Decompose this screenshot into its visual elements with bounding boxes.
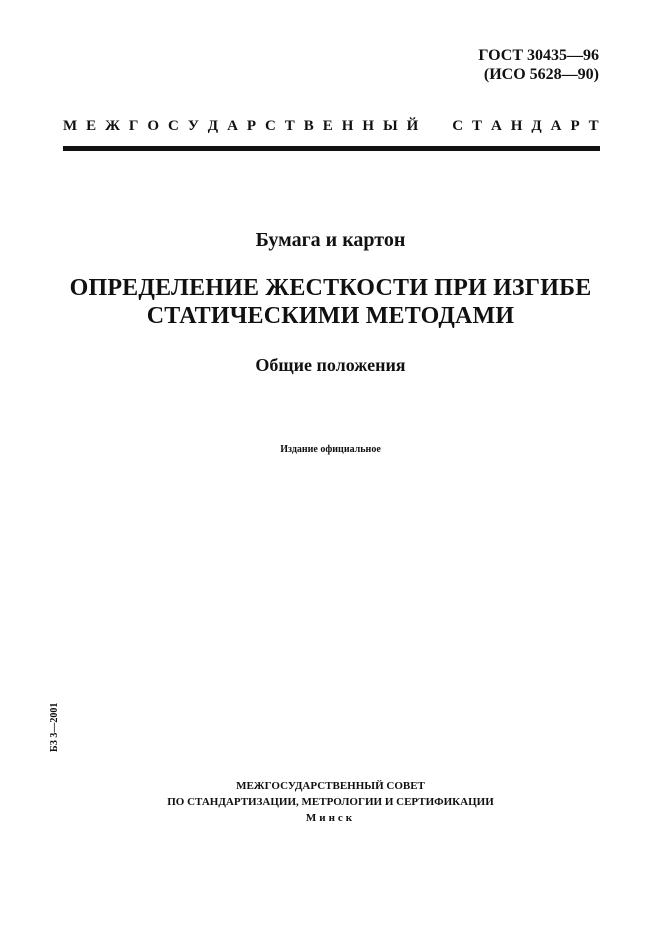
iso-number: (ИСО 5628—90) — [483, 66, 599, 83]
gost-number: ГОСТ 30435—96 — [478, 47, 599, 64]
heading-letter: У — [187, 118, 199, 134]
heading-letter: С — [168, 118, 179, 134]
heading-letter: Н — [341, 118, 354, 134]
heading-letter: Г — [128, 118, 139, 134]
heading-letter: Р — [570, 118, 580, 134]
heading-letter: Н — [362, 118, 374, 134]
heading-letter: Р — [246, 118, 257, 134]
heading-letter: Т — [284, 118, 295, 134]
heading-letter: В — [303, 118, 314, 134]
document-subtitle: Общие положения — [255, 355, 406, 375]
heading-letter: С — [452, 118, 464, 134]
publisher-line-2: ПО СТАНДАРТИЗАЦИИ, МЕТРОЛОГИИ И СЕРТИФИКАЦИИ — [167, 796, 494, 808]
heading-letter: А — [490, 118, 502, 134]
heading-letter: Д — [207, 118, 219, 134]
side-catalog-note: БЗ 3—2001 — [49, 702, 60, 752]
heading-letter: Ж — [105, 118, 120, 134]
title-line-2: СТАТИЧЕСКИМИ МЕТОДАМИ — [146, 303, 515, 329]
heading-letter: М — [63, 118, 78, 134]
document-title — [0, 274, 661, 330]
heading-letter: А — [227, 118, 238, 134]
heading-letter: Ы — [382, 118, 398, 134]
heading-letter: Т — [472, 118, 483, 134]
heading-letter: Д — [531, 118, 542, 134]
heading-letter: С — [264, 118, 276, 134]
heading-letter: Й — [406, 118, 419, 134]
title-line-1: ОПРЕДЕЛЕНИЕ ЖЕСТКОСТИ ПРИ ИЗГИБЕ — [69, 275, 592, 301]
standard-kind-heading — [63, 117, 599, 135]
document-subject: Бумага и картон — [255, 229, 406, 251]
heading-word-gap — [427, 117, 443, 135]
edition-note: Издание официальное — [280, 444, 381, 455]
publisher-block — [0, 778, 661, 826]
heading-letter: О — [147, 118, 160, 134]
publisher-city: Минск — [305, 812, 356, 824]
heading-letter: А — [550, 118, 562, 134]
publisher-line-1: МЕЖГОСУДАРСТВЕННЫЙ СОВЕТ — [236, 780, 425, 792]
header-divider — [63, 146, 600, 151]
heading-letter: Е — [322, 118, 333, 134]
heading-letter: Е — [86, 118, 97, 134]
heading-letter: Н — [510, 118, 523, 134]
heading-letter: Т — [588, 118, 599, 134]
document-code — [478, 46, 599, 84]
